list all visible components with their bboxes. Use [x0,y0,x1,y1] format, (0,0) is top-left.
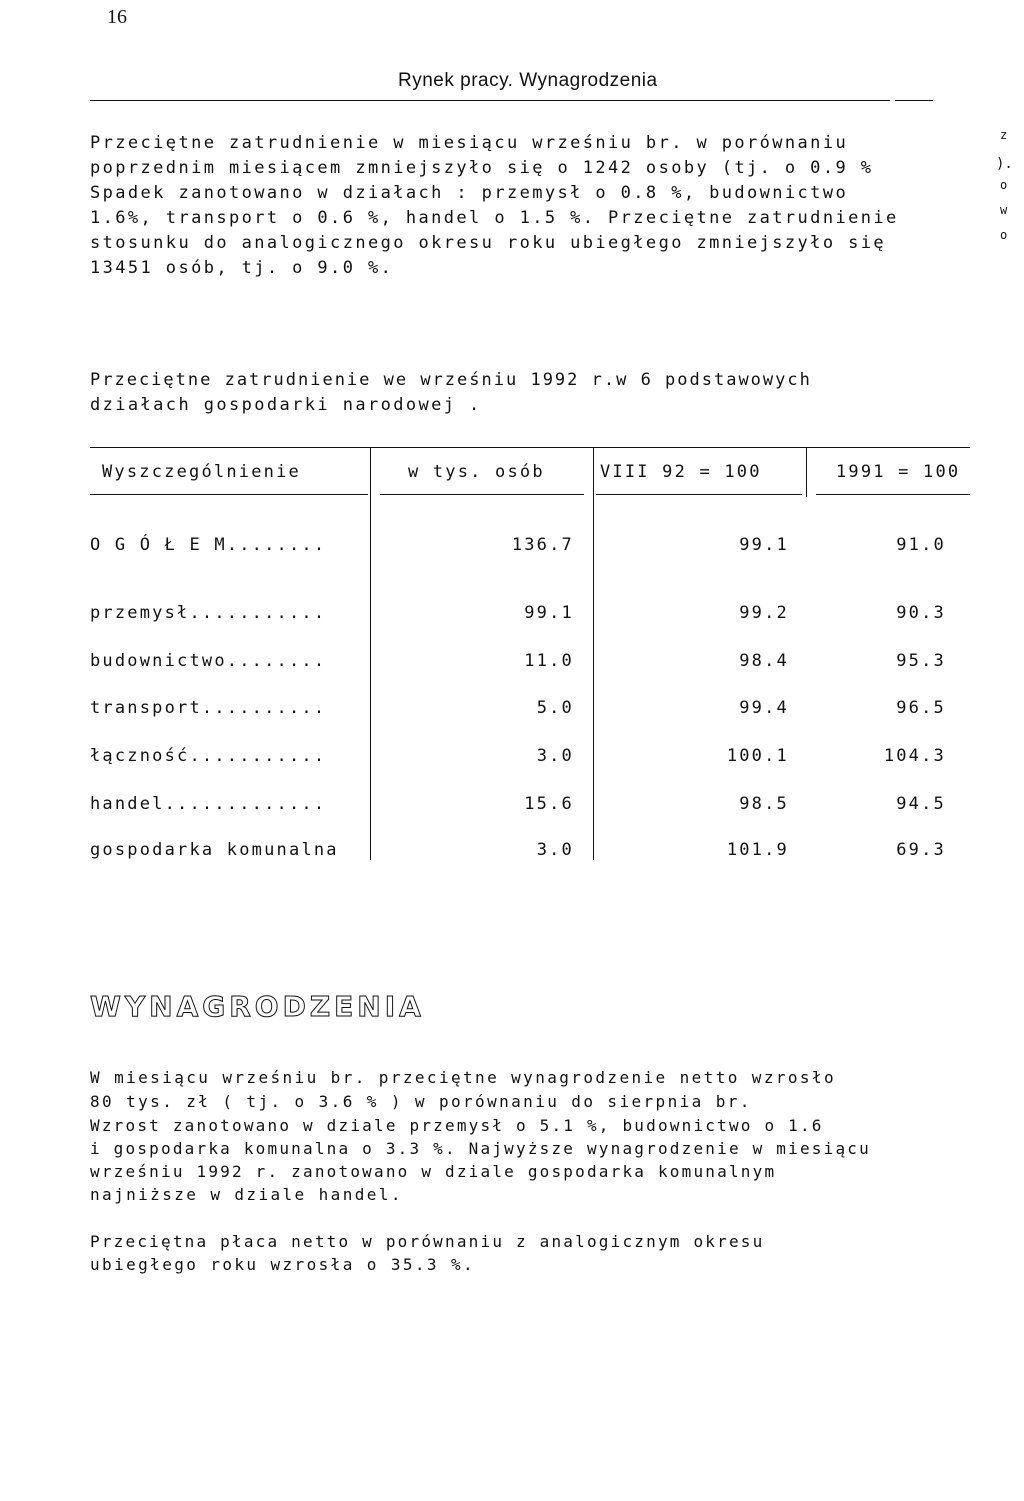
wages-line: W miesiącu wrześniu br. przeciętne wynagrodzenie netto wzrosło [90,1068,837,1087]
cell-index-viii92: 99.2 [739,603,789,623]
margin-mark: ). [996,156,1013,172]
cell-index-viii92: 98.5 [739,794,789,814]
cell-index-1991: 104.3 [883,746,946,766]
wages-line: Wzrost zanotowano w dziale przemysł o 5.1 %, budownictwo o 1.6 [90,1116,824,1135]
header-rule [90,100,890,101]
table-header-rule [90,494,368,495]
wages-line: wrześniu 1992 r. zanotowano w dziale gospodarka komunalnym [90,1162,777,1181]
wages-line: najniższe w dziale handel. [90,1185,403,1204]
table-title-line: działach gospodarki narodowej . [90,395,482,415]
table-col-divider [370,447,371,860]
cell-thousands: 3.0 [536,840,574,860]
closing-line: Przeciętna płaca netto w porównaniu z analogicznym okresu [90,1232,765,1251]
cell-index-1991: 96.5 [896,698,946,718]
intro-line: 1.6%, transport o 0.6 %, handel o 1.5 %. Przeciętne zatrudnienie [90,208,899,228]
cell-thousands: 3.0 [536,746,574,766]
wages-section-title: WYNAGRODZENIA [90,990,425,1023]
cell-index-1991: 95.3 [896,651,946,671]
margin-mark: o [1000,228,1008,242]
intro-line: Przeciętne zatrudnienie w miesiącu wrześniu br. w porównaniu [90,133,849,153]
intro-line: stosunku do analogicznego okresu roku ubiegłego zmniejszyło się [90,233,886,253]
cell-index-1991: 90.3 [896,603,946,623]
margin-mark: w [1000,203,1008,217]
row-label: łączność........... [90,746,327,766]
cell-thousands: 5.0 [536,698,574,718]
row-label: gospodarka komunalna [90,840,339,860]
table-header-rule [380,494,584,495]
closing-line: ubiegłego roku wzrosła o 35.3 %. [90,1255,476,1274]
table-title-line: Przeciętne zatrudnienie we wrześniu 1992 r.w 6 podstawowych [90,370,812,390]
cell-thousands: 11.0 [524,651,574,671]
row-label: O G Ó Ł E M........ [90,535,327,555]
column-header: 1991 = 100 [836,462,961,482]
row-label: handel............. [90,794,327,814]
cell-index-1991: 91.0 [896,535,946,555]
table-header-rule [816,494,970,495]
cell-index-viii92: 100.1 [726,746,789,766]
wages-line: i gospodarka komunalna o 3.3 %. Najwyższe wynagrodzenie w miesiącu [90,1139,871,1158]
table-top-rule [90,447,970,448]
section-header: Rynek pracy. Wynagrodzenia [398,70,658,91]
table-header-rule [596,494,802,495]
cell-thousands: 15.6 [524,794,574,814]
cell-index-viii92: 101.9 [726,840,789,860]
cell-index-1991: 94.5 [896,794,946,814]
header-rule-tail [895,100,933,101]
intro-line: Spadek zanotowano w działach : przemysł o 0.8 %, budownictwo [90,183,849,203]
row-label: przemysł........... [90,603,327,623]
page-number: 16 [107,6,127,28]
cell-index-viii92: 98.4 [739,651,789,671]
intro-line: poprzednim miesiącem zmniejszyło się o 1242 osoby (tj. o 0.9 % [90,158,874,178]
intro-line: 13451 osób, tj. o 9.0 %. [90,258,394,278]
table-col-divider [593,447,594,860]
column-header: Wyszczególnienie [102,462,301,482]
cell-index-1991: 69.3 [896,840,946,860]
row-label: transport.......... [90,698,327,718]
wages-line: 80 tys. zł ( tj. o 3.6 % ) w porównaniu do sierpnia br. [90,1092,752,1111]
column-header: VIII 92 = 100 [600,462,762,482]
table-col-divider [806,447,807,497]
cell-index-viii92: 99.4 [739,698,789,718]
cell-thousands: 136.7 [511,535,574,555]
row-label: budownictwo........ [90,651,327,671]
column-header: w tys. osób [408,462,545,482]
margin-mark: o [1000,178,1008,192]
margin-mark: z [1000,128,1008,142]
cell-thousands: 99.1 [524,603,574,623]
cell-index-viii92: 99.1 [739,535,789,555]
